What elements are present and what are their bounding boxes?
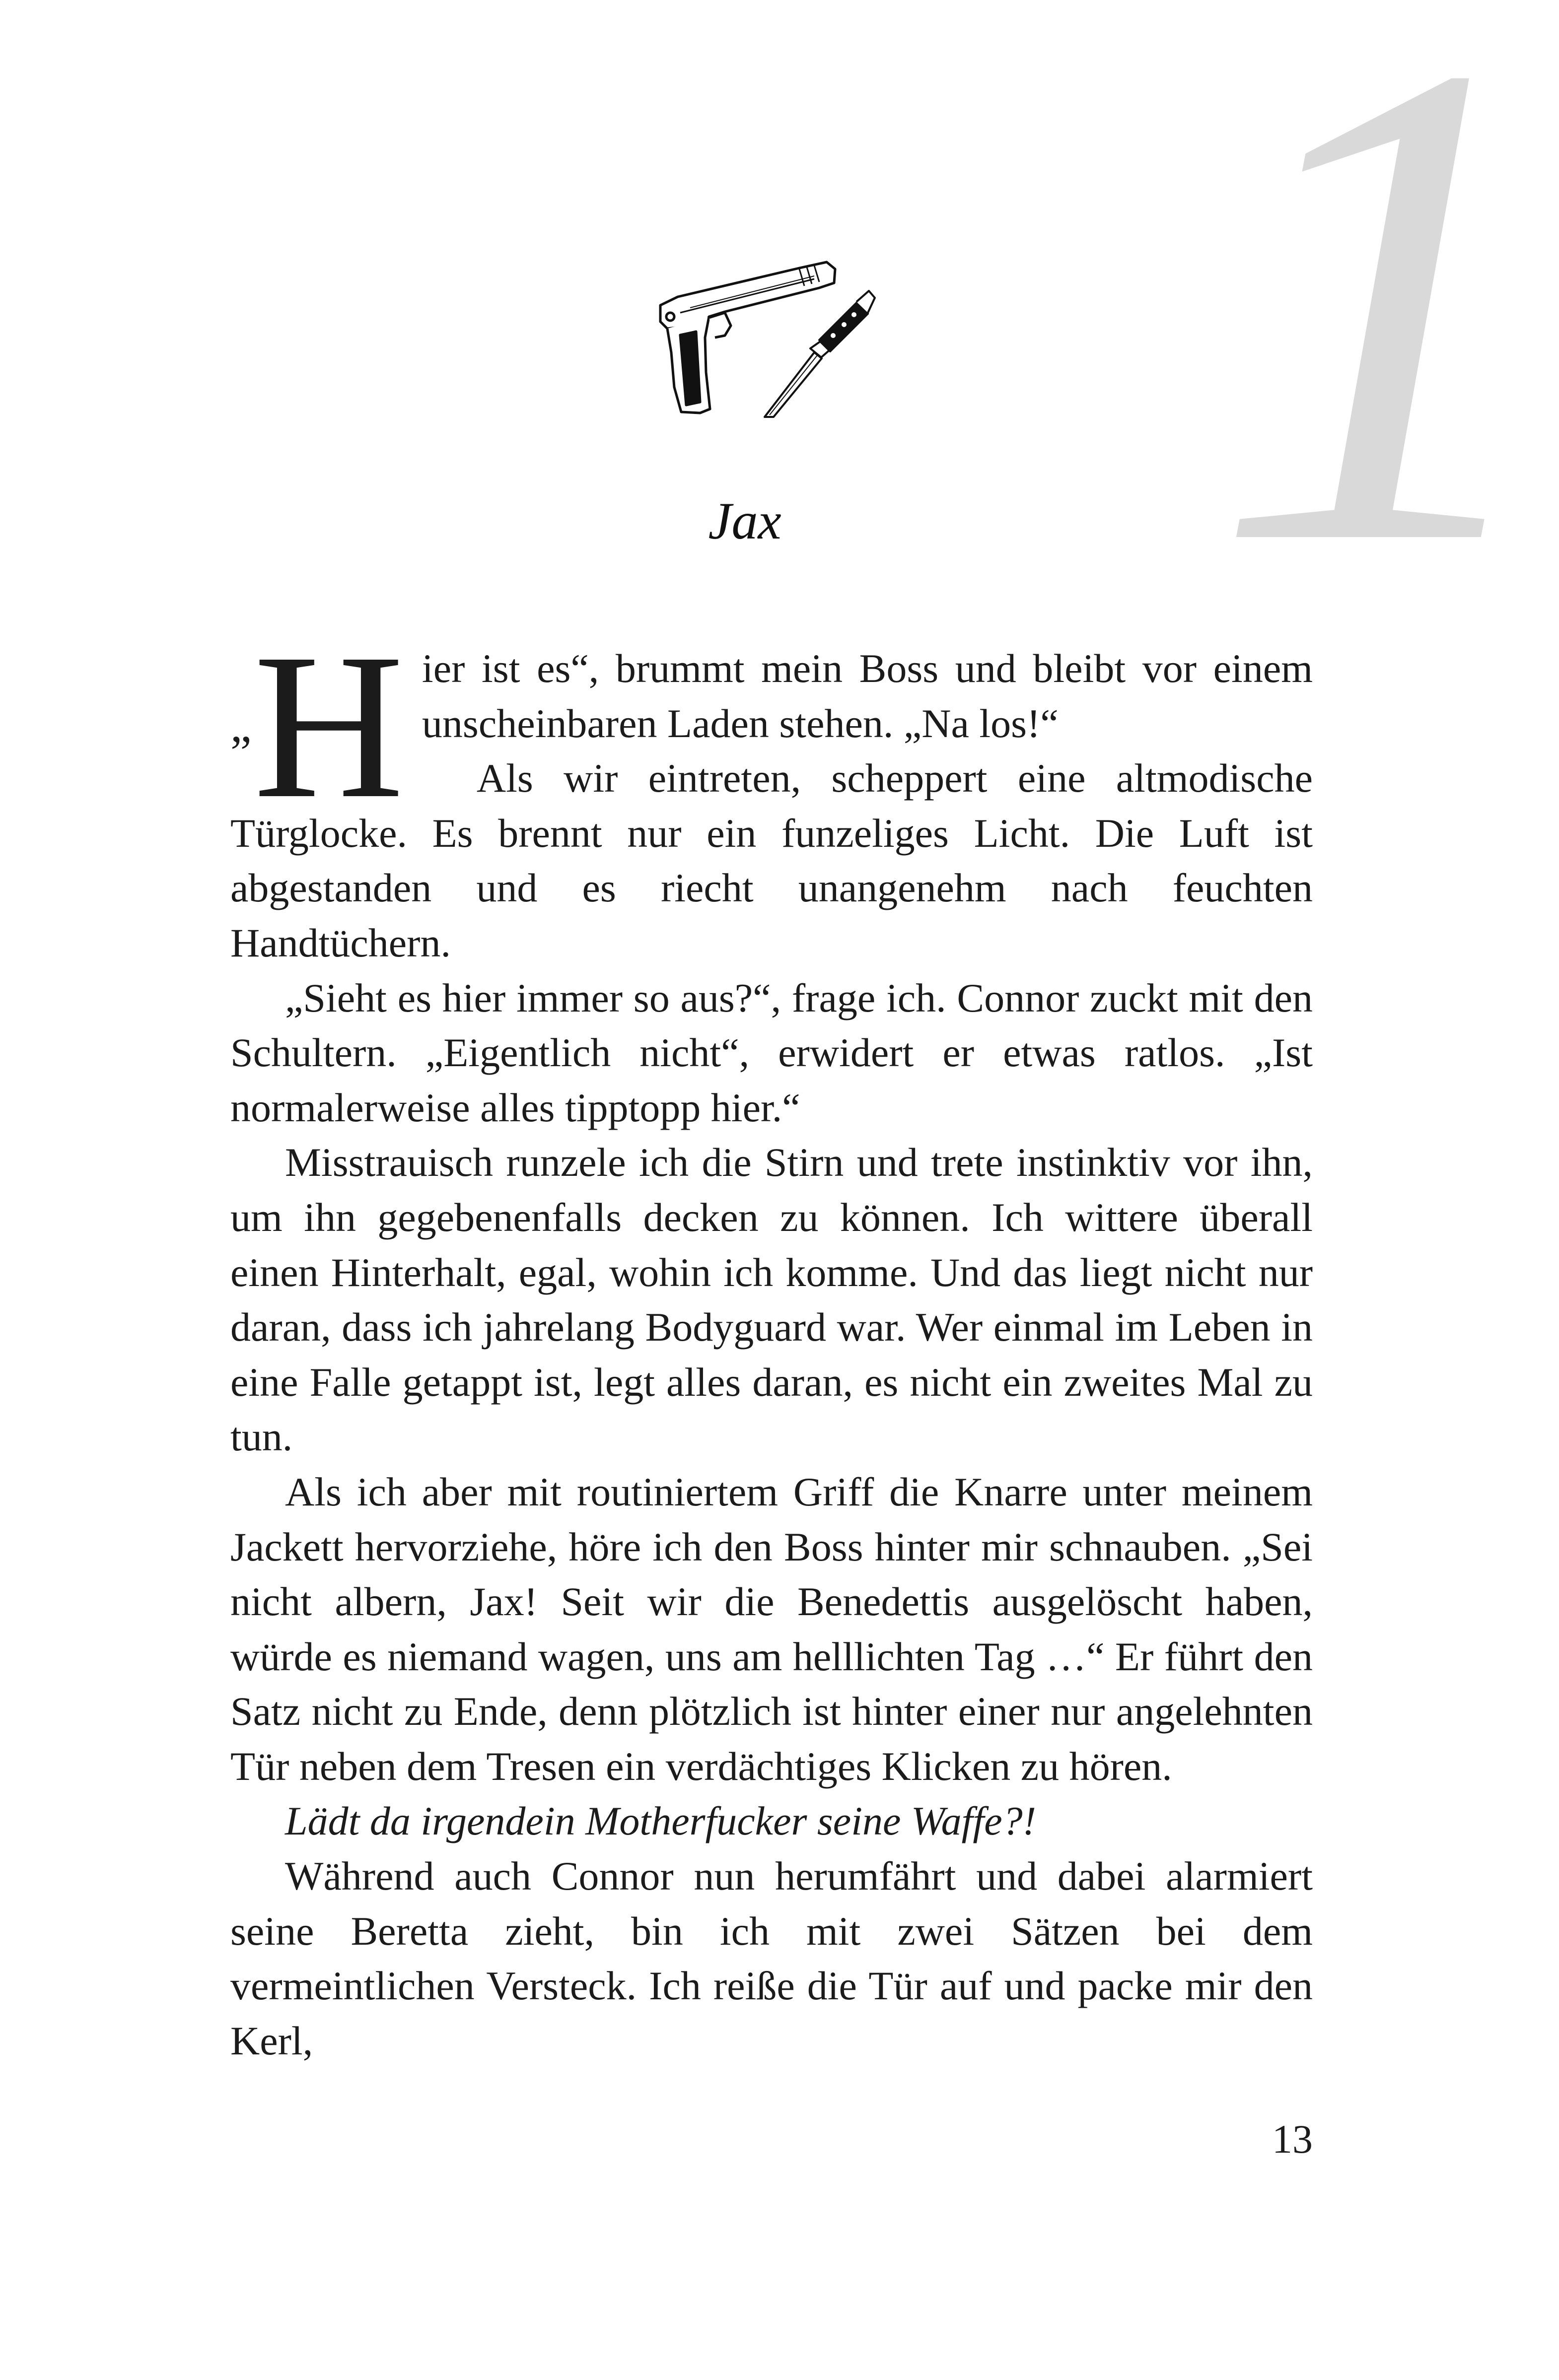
pistol-and-butterfly-knife-icon bbox=[650, 238, 879, 447]
paragraph: „Sieht es hier immer so aus?“, frage ich. Connor zuckt mit den Schultern. „Eigentlich nicht“, erwidert er etwas ratlos. „Ist normalerweise alles tipptopp hier.“ bbox=[230, 975, 1313, 1130]
paragraph: Während auch Connor nun herumfährt und dabei alarmiert seine Beretta zieht, bin ich mit zwei Sätzen bei dem vermeintlichen Versteck. Ich reiße die Tür auf und packe mir den Kerl, bbox=[230, 1853, 1313, 2063]
paragraph: Als ich aber mit routiniertem Griff die Knarre unter meinem Jackett hervorziehe, höre ich den Boss hinter mir schnauben. „Sei nicht albern, Jax! Seit wir die Benedettis ausgelöscht haben, würde es niemand wagen, uns am helllichten Tag …“ Er führt den Satz nicht zu Ende, denn plötzlich ist hinter einer nur angelehnten Tür neben dem Tresen ein verdächtiges Klicken zu hören. bbox=[230, 1469, 1313, 1789]
paragraph: ier ist es“, brummt mein Boss und bleibt vor einem unscheinbaren Laden stehen. „Na los!“ bbox=[422, 646, 1313, 746]
page-number: 13 bbox=[1272, 2116, 1313, 2162]
chapter-title: Jax bbox=[708, 492, 781, 550]
paragraph: Als wir eintreten, scheppert eine altmodische Türglocke. Es brennt nur ein funzeliges Licht. Die Luft ist abgestanden und es riecht unangenehm nach feuchten Handtüchern. bbox=[230, 755, 1313, 965]
paragraph-italic-thought: Lädt da irgendein Motherfucker seine Waffe?! bbox=[285, 1798, 1036, 1844]
dropcap-letter: H bbox=[253, 611, 404, 841]
paragraph: Misstrauisch runzele ich die Stirn und trete instinktiv vor ihn, um ihn gegebenenfalls decken zu können. Ich wittere überall einen Hinterhalt, egal, wohin ich komme. Und das liegt nicht nur daran, dass ich jahrelang Bodyguard war. Wer einmal im Leben in eine Falle getappt ist, legt alles daran, es nicht ein zweites Mal zu tun. bbox=[230, 1140, 1313, 1460]
dropcap bbox=[230, 611, 404, 841]
body-text bbox=[230, 611, 1313, 2068]
dropcap-quote: „ bbox=[230, 699, 252, 752]
chapter-number: 1 bbox=[1211, 0, 1559, 687]
